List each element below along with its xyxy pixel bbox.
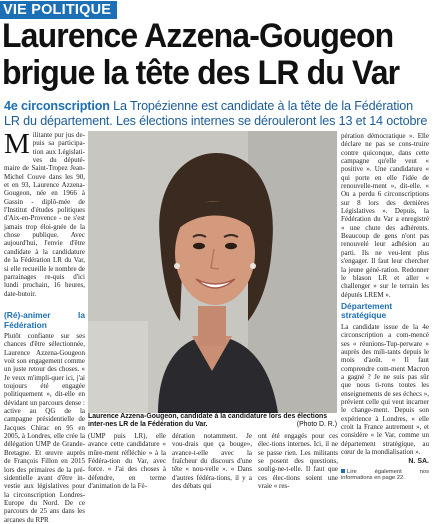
article-paragraph-right-2: La candidate issue de la 4e circonscription a com-mencé ses « réunions-Tup-perware » auprès des mili-tants depuis le mois d'août. « Il faut comprendre com-ment Macron a gagné ? Je ne suis pas sûr que nous ti-rons toutes les enseignements de ses échecs », prévient celle qui veut incarner le change-ment. Depuis son expérience à Londres, « elle croit la France autrement », et considère « le Var, comme un département stratégique, au cœur de la mondialisation ». [341,322,429,457]
photo-caption-text: Laurence Azzena-Gougeon, candidate à la candidature lors des élections inter-nes LR de la Fédération du Var. [88,413,328,428]
standfirst [4,99,432,129]
photo-credit: (Photo D. R.) [296,421,337,428]
article-column-right [341,132,429,482]
article-paragraph-reanimer: Plutôt confiante sur ses chances d'être sélectionnée, Laurence Azzena-Gougeon voit son engagement comme un juste retour des choses. « Je veux m'impli-quer ici, j'ai toujours été engagée politiquement », dit-elle en dévidant un parcours dense : active au QG de la campagne présidentielle de Jacques Chirac en 95 en 2005, à Londres, elle crée la délégation UMP de Grande-Bretagne. Et œuvre auprès de François Fillon en 2015 lors des primaires de la pré-sidentielle avant d'être in-vestie aux législatives pour la circonscription Londres-Europe du Nord. De ce parcours de 25 ans dans les arcanes du RPR [4,332,85,524]
article-bottom-column-2 [172,432,252,490]
portrait-illustration [88,131,337,413]
article-paragraph-right-1: pération démocratique ». Elle déclare ne pas se cons-truire contre quiconque, dans cette campagne qu'elle veut « positive ». Une candidature « qui porte en elle l'idée de renouvelle-ment », dit-elle. « On a perdu 6 circonscriptions sur 8 lors des dernières Législatives ». Depuis, la Fédération du Var a enregistré « une chute des adhérents. Beaucoup de gens n'ont pas renouvelé leur adhésion au parti. Ils ne veu-lent plus s'engager. Il faut leur chercher la jeune géné-ration. Redonner le blason LR et aller « challenger » sur le terrain les députés LREM ». [341,132,429,299]
section-rubric: VIE POLITIQUE [0,1,117,19]
see-also-text: Lire également nos informations en page 22. [341,468,429,482]
square-bullet-icon [341,469,345,473]
article-bottom-column-3 [258,432,338,490]
article-paragraph-bottom-2: dération notamment. Je vou-drais que ça bouge», avance-t-elle avec la fraîcheur du discours d'une tête « nou-velle ». « Dans d'autres fédéra-tions, il y a des débats qui [172,432,252,491]
headline-line-2: brigue la tête des LR du Var [2,54,400,92]
subhead-reanimer: (Ré)-animer la Fédération [4,310,85,330]
article-paragraph-bottom-1: (UMP puis LR), elle avance cette candidature « mûre-ment réfléchie » à la Fédéra-tion du Var, avec force. « J'ai des choses à défendre, en terme d'animation de la Fé- [88,432,166,491]
article-column-1-lower [4,308,85,524]
author-signature: N. SA. [408,458,429,466]
headline-line-1: Laurence Azzena-Gougeon [2,17,394,55]
portrait-photo [88,131,337,413]
headline [2,18,406,92]
article-column-1 [4,128,85,298]
standfirst-tag: 4e circonscription [4,99,110,113]
article-paragraph-intro: ilitante pur jus de-puis sa participa-tion aux Législati-ves du député-maire de Saint-Tropez Jean-Michel Couve dans les 90, et en 93, Laurence Azzena-Gougeon, née en 1966 à Gassin - diplô-mée de l'Institut d'études politiques d'Aix-en-Provence - ne s'est jamais trop éloi-gnée de la chose publique. Avec aujourd'hui, l'envie d'être candidate à la candidature de la Fédération LR du Var, si elle recueille le nombre de parrainages re-quis d'ici lundi prochain, 16 heures, date-butoir. [4,131,85,298]
article-bottom-column-1 [88,432,166,490]
subhead-departement: Département stratégique [341,300,393,321]
standfirst-text: La Tropézienne est candidate à la tête de la Fédération LR du département. Les élections internes se dérouleront les 13 et 14 octobre [4,99,428,128]
article-paragraph-bottom-3: ont été engagés pour ces élec-tions internes. Ici, il ne se passe rien. Les militants se posent des questions, soulig-ne-t-elle. Il faut que ces élec-tions soient une vraie « res- [258,432,338,491]
drop-cap: M [4,128,30,160]
photo-caption [88,413,337,429]
